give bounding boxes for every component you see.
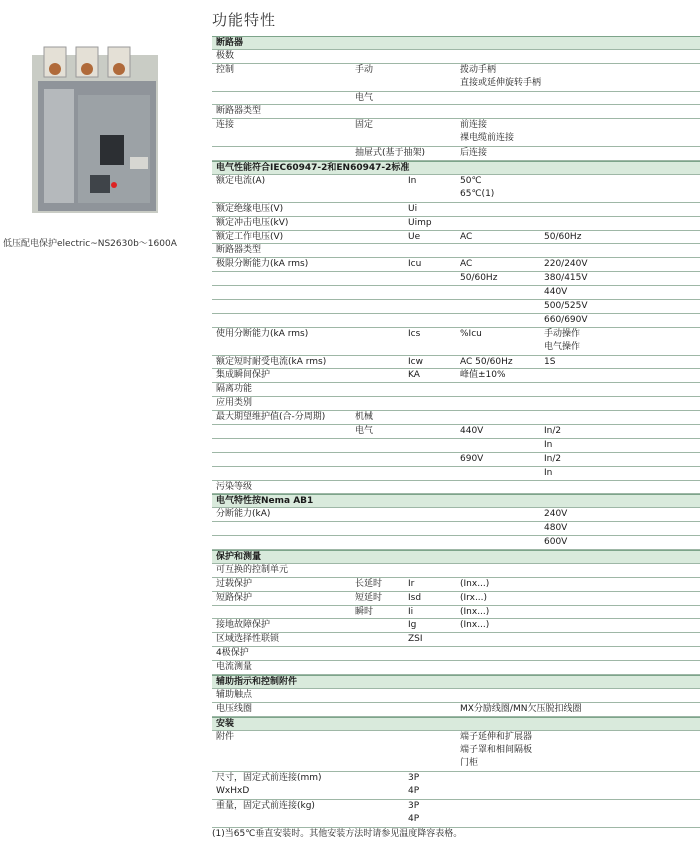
spec-row: [212, 453, 700, 467]
spec-row: [212, 314, 700, 328]
spec-row: [212, 647, 700, 661]
spec-row: [212, 508, 700, 522]
spec-cell: 额定短时耐受电流(kA rms): [216, 356, 327, 367]
spec-cell: Icw: [408, 356, 423, 367]
spec-row: [212, 92, 700, 106]
spec-cell: 600V: [544, 537, 568, 548]
spec-cell: ZSI: [408, 634, 423, 645]
spec-cell: In/2: [544, 426, 562, 436]
spec-row: [212, 689, 700, 703]
spec-cell: 额定绝缘电压(V): [216, 203, 284, 214]
spec-cell: 隔离功能: [216, 384, 253, 395]
spec-cell: 660/690V: [544, 314, 588, 325]
spec-cell: 拨动手柄 直接或延伸旋转手柄: [460, 64, 542, 88]
spec-cell: Ig: [408, 620, 417, 631]
spec-cell: In: [544, 467, 553, 478]
spec-cell: 690V: [460, 453, 484, 464]
spec-row: [212, 606, 700, 620]
spec-cell: 应用类别: [216, 398, 253, 409]
spec-cell: Uimp: [408, 217, 432, 228]
spec-cell: 辅助指示和控制附件: [216, 677, 298, 688]
spec-cell: Icu: [408, 259, 422, 270]
spec-cell: (Inx...): [460, 606, 490, 617]
circuit-breaker-photo: [30, 45, 160, 215]
spec-cell: 前连接 裸电缆前连接: [460, 120, 515, 144]
spec-cell: 50℃ 65℃(1): [460, 175, 495, 199]
spec-cell: 抽屉式(基于抽架): [355, 148, 426, 159]
spec-row: [212, 217, 700, 231]
spec-row: [212, 592, 700, 606]
spec-cell: 区域选择性联锁: [216, 634, 280, 645]
spec-cell: AC: [460, 259, 473, 270]
spec-cell: %Icu: [460, 328, 482, 339]
spec-row: [212, 175, 700, 203]
spec-cell: 3P 4P: [408, 773, 420, 797]
spec-cell: In: [408, 175, 417, 186]
spec-cell: 电气特性按Nema AB1: [216, 496, 314, 507]
spec-cell: (Irx...): [460, 592, 488, 603]
spec-cell: 440V: [544, 287, 568, 298]
spec-row: [212, 258, 700, 272]
spec-row: [212, 119, 700, 147]
spec-cell: 440V: [460, 426, 484, 436]
spec-cell: 额定冲击电压(kV): [216, 217, 289, 228]
spec-cell: 短延时: [355, 592, 383, 603]
spec-cell: 电气: [355, 426, 374, 436]
spec-row: [212, 356, 700, 370]
spec-cell: 220/240V: [544, 259, 588, 270]
spec-cell: 50/60Hz: [544, 231, 582, 242]
spec-cell: 集成瞬间保护: [216, 370, 271, 381]
spec-cell: 500/525V: [544, 300, 588, 311]
spec-cell: 使用分断能力(kA rms): [216, 328, 309, 339]
spec-cell: 最大期望维护值(合-分周期): [216, 412, 326, 423]
spec-row: [212, 467, 700, 481]
spec-cell: Ue: [408, 231, 421, 242]
spec-cell: 辅助触点: [216, 689, 253, 700]
spec-cell: (Inx...): [460, 620, 490, 631]
spec-cell: 固定: [355, 120, 374, 131]
spec-row: [212, 439, 700, 453]
spec-cell: 重量，固定式前连接(kg): [216, 801, 315, 812]
spec-row: [212, 522, 700, 536]
page-title: 功能特性: [212, 11, 277, 29]
spec-row: [212, 481, 700, 495]
spec-cell: 接地故障保护: [216, 620, 271, 631]
spec-cell: AC: [460, 231, 473, 242]
spec-cell: 50/60Hz: [460, 273, 498, 284]
spec-row: [212, 578, 700, 592]
spec-cell: 控制: [216, 64, 235, 75]
spec-row: [212, 731, 700, 773]
spec-cell: 保护和测量: [216, 552, 262, 563]
spec-row: [212, 231, 700, 245]
spec-cell: AC 50/60Hz: [460, 356, 513, 367]
spec-cell: 长延时: [355, 578, 383, 589]
footnote: (1)当65℃垂直安装时。其他安装方法时请参见温度降容表格。: [212, 829, 463, 839]
section-header-row: [212, 717, 700, 731]
spec-cell: 断路器类型: [216, 106, 262, 117]
spec-row: [212, 203, 700, 217]
spec-cell: 240V: [544, 509, 568, 520]
spec-cell: 可互换的控制单元: [216, 564, 289, 575]
spec-cell: 过载保护: [216, 578, 253, 589]
spec-cell: In/2: [544, 453, 562, 464]
spec-row: [212, 244, 700, 258]
spec-row: [212, 50, 700, 64]
section-header-row: [212, 675, 700, 689]
spec-row: [212, 272, 700, 286]
spec-cell: In: [544, 439, 553, 450]
spec-cell: Ui: [408, 203, 418, 214]
spec-cell: 额定电流(A): [216, 175, 266, 186]
spec-cell: 峰值±10%: [460, 370, 506, 381]
spec-cell: KA: [408, 370, 420, 381]
spec-cell: 380/415V: [544, 273, 588, 284]
spec-cell: Ics: [408, 328, 421, 339]
spec-row: [212, 397, 700, 411]
spec-row: [212, 661, 700, 675]
section-header-row: [212, 494, 700, 508]
spec-cell: 480V: [544, 523, 568, 534]
spec-cell: 极数: [216, 50, 235, 61]
spec-cell: (Inx...): [460, 578, 490, 589]
spec-cell: 1S: [544, 356, 556, 367]
spec-cell: 分断能力(kA): [216, 509, 271, 520]
spec-cell: Ii: [408, 606, 414, 617]
spec-row: [212, 64, 700, 92]
spec-row: [212, 383, 700, 397]
spec-row: [212, 425, 700, 439]
spec-cell: 电流测量: [216, 662, 253, 673]
spec-row: [212, 286, 700, 300]
section-header-row: [212, 550, 700, 564]
spec-cell: Ir: [408, 578, 415, 589]
spec-row: [212, 147, 700, 161]
spec-row: [212, 633, 700, 647]
spec-cell: 安装: [216, 718, 235, 729]
spec-cell: 额定工作电压(V): [216, 231, 284, 242]
section-header-row: [212, 36, 700, 50]
spec-cell: 端子延伸和扩展器 端子罩和相间隔板 门柜: [460, 731, 533, 768]
product-caption: 低压配电保护electric~NS2630b～1600A: [3, 239, 177, 249]
spec-cell: 4极保护: [216, 648, 249, 659]
spec-cell: 电气性能符合IEC60947-2和EN60947-2标准: [216, 163, 410, 174]
spec-row: [212, 411, 700, 425]
section-header-row: [212, 161, 700, 175]
spec-cell: 断路器类型: [216, 245, 262, 256]
spec-cell: 电气: [355, 92, 374, 103]
spec-row: [212, 703, 700, 717]
spec-row: [212, 619, 700, 633]
spec-row: [212, 328, 700, 356]
spec-cell: 手动: [355, 64, 374, 75]
spec-cell: Isd: [408, 592, 422, 603]
spec-cell: 电压线圈: [216, 703, 253, 714]
spec-row: [212, 800, 700, 828]
spec-cell: 尺寸，固定式前连接(mm) WxHxD: [216, 773, 322, 797]
spec-row: [212, 105, 700, 119]
spec-cell: 后连接: [460, 148, 488, 159]
spec-cell: 污染等级: [216, 481, 253, 492]
spec-row: [212, 536, 700, 550]
spec-row: [212, 300, 700, 314]
spec-cell: 瞬时: [355, 606, 374, 617]
spec-cell: 手动操作 电气操作: [544, 328, 581, 352]
spec-cell: 机械: [355, 412, 374, 423]
spec-cell: 附件: [216, 731, 235, 742]
spec-row: [212, 772, 700, 800]
spec-cell: 连接: [216, 120, 235, 131]
spec-cell: 极限分断能力(kA rms): [216, 259, 309, 270]
spec-row: [212, 564, 700, 578]
spec-cell: 短路保护: [216, 592, 253, 603]
spec-cell: 3P 4P: [408, 801, 420, 825]
spec-cell: 断路器: [216, 38, 244, 48]
spec-row: [212, 369, 700, 383]
spec-cell: MX分励线圈/MN欠压脱扣线圈: [460, 703, 582, 714]
spec-table: [212, 36, 700, 828]
